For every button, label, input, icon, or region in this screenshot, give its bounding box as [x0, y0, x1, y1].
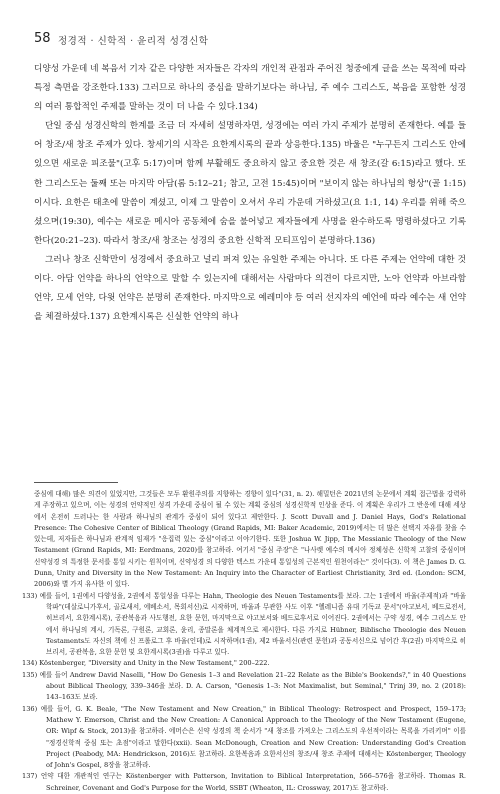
footnote-number: 137): [22, 772, 38, 781]
footnote-number: 136): [22, 704, 38, 713]
paragraph: 단일 중심 성경신학의 한계를 조금 더 자세히 설명하자면, 성경에는 여러 가지 주제가 분명히 존재한다. 예를 들어 창조/새 창조 주제가 있다. 창세기의 시작은 요한계시록의 끝과 상응한다.135) 바울은 "누구든지 그리스도 안에 있으면 새로운 피조물"(고후 5:17)이며 함께 부활해도 중요하지 않고 중요한 것은 새 창조(갈 6:15)라고 했다. 또한 그리스도는 둘째 또는 마지막 아담(롬 5:12–21; 참고, 고전 15:45)이며 "보이지 않는 하나님의 형상"(골 1:15)이시다. 요한은 태초에 말씀이 계셨고, 이제 그 말씀이 오셔서 우리 가운데 거하셨고(요 1:1, 14) 우리를 위해 죽으셨으며(19:30), 예수는 새로운 메시아 공동체에 숨을 불어넣고 제자들에게 사명을 완수하도록 명령하셨다고 기록한다(20:21–23). 따라서 창조/새 창조는 성경의 중요한 신학적 모티프임이 분명하다.136): [34, 121, 466, 246]
page-header: [34, 31, 474, 51]
footnote-text: 예를 들어 Andrew David Naselli, "How Do Genesis 1–3 and Revelation 21–22 Relate as the Bible's Bookends?," in 40 Questions about Biblical Theology, 339–346을 보라. D. A. Carson, "Genesis 1–3: Not Maximalist, but Seminal," Trinj 39, no. 2 (2018): 143–163도 보라.: [39, 670, 466, 702]
paragraph: 그러나 창조 신학만이 성경에서 중요하고 널리 퍼져 있는 유일한 주제는 아니다. 또 다른 주제는 언약에 대한 것이다. 아담 언약을 하나의 언약으로 말할 수 있는지에 대해서는 사람마다 의견이 다르지만, 노아 언약과 아브라함 언약, 모세 언약, 다윗 언약은 분명히 존재한다. 마지막으로 예레미야 등 여러 선지자의 예언에 따라 예수는 새 언약을 체결하셨다.137) 요한계시록은 신실한 언약의 하나: [34, 254, 466, 323]
footnote: [22, 670, 466, 704]
footnote-text: 예를 들어, G. K. Beale, "The New Testament and New Creation," in Biblical Theology: Retrospect and Prospect, 159–173; Mathew Y. Emerson, Christ and the New Creation: A Canonical Approach to the Theology of the New Testament (Eugene, OR: Wipf & Stock, 2013)을 참고하라. 에머슨은 신약 성경의 책 순서가 "새 창조를 가져오는 그리스도의 우선적이라는 목록을 가리키며" 이를 "정경신학적 중심 또는 초점"이라고 말한다(xxii). Sean McDonough, Creation and New Creation: Understanding God's Creation Project (Peabody, MA: Hendrickson, 2016)도 참고하라. 요한복음과 요한서신의 창조/새 창조 주제에 대해서는 Köstenberger, Theology of John's Gospel, 8장을 참고하라.: [40, 704, 466, 770]
footnotes: [22, 489, 466, 794]
footnote-text: 예를 들어, 1권에서 다양성을, 2권에서 통일성을 다루는 Hahn, Theologie des Neuen Testaments를 보라. 그는 1권에서 바울(주제적)과 "바울 학파"(데살로니가후서, 골로새서, 에베소서, 목회서신)로 시작하며, 바울과 무관한 사도 이후 "헬레니즘 유대 기독교 문서"(야고보서, 베드로전서, 히브리서, 요한계시록), 공관복음과 사도행전, 요한 문헌, 마지막으로 야고보서와 베드로후서로 이어진다. 2권에서는 구약 성경, 예수 그리스도 안에서 하나님의 계시, 기독론, 구원론, 교회론, 윤리, 종말론을 체계적으로 제시한다. 다른 가지로 Hübner, Biblische Theologie des Neuen Testaments도 자신의 책에 신 프롤로그 후 바울(인데)로 시작하며(1권), 제2 바울서신(관련 문헌)과 공동서신으로 넘어간 후(2권) 마지막으로 히브리서, 공관복음, 요한 문헌 및 요한계시록(3권)을 다루고 있다.: [39, 591, 466, 657]
footnote-text: 언약 대한 개관적인 연구는 Köstenberger with Patterson, Invitation to Biblical Interpretation, 566–576을 참고하라. Thomas R. Schreiner, Covenant and God's Purpose for the World, SSBT (Wheaton, IL: Crossway, 2017)도 참고하라.: [40, 772, 466, 792]
footnote: [22, 704, 466, 772]
footnote-divider: [34, 482, 118, 483]
running-title: 정경적 · 신학적 · 윤리적 성경신학: [58, 36, 209, 47]
body-text: [34, 60, 466, 327]
footnote: [22, 591, 466, 659]
footnote: [22, 771, 466, 794]
footnote-number: 133): [22, 591, 38, 600]
footnote: [22, 658, 466, 669]
page-number: 58: [34, 31, 51, 46]
paragraph: 디양성 가운데 네 복음서 기자 같은 다양한 저자들은 각자의 개인적 관점과 주어진 청중에게 글을 쓰는 목적에 따라 특정 측면을 강조한다.133) 그러므로 하나의 중심을 말하기보다는 하나님, 주 예수 그리스도, 복음을 포함한 성경의 여러 통합적인 주제를 말하는 것이 더 나을 수 있다.134): [34, 64, 466, 113]
footnote-number: 134): [22, 659, 38, 668]
footnote-text: Köstenberger, "Diversity and Unity in the New Testament," 200–222.: [39, 659, 270, 668]
footnote-number: 135): [22, 670, 38, 679]
footnote-continued: 중심에 대해) 많은 의견이 있었지만, 그것들은 모두 환원주의를 지향하는 경향이 있다"(31, n. 2). 해밀턴은 2021년의 논문에서 계획 접근법을 강력하게 주장하고 있으며, 이는 성경의 언약적인 성격 가운데 중심이 될 수 있는 계획 중심의 성경신학적 인상을 준다. 이 계획은 우리가 그 반응에 대해 세상에서 온전히 드러나는 한 사람과 하나님의 관계가 중심이 되어 있다고 제안한다. J. Scott Duvall and J. Daniel Hays, God's Relational Presence: The Cohesive Center of Biblical Theology (Grand Rapids, MI: Baker Academic, 2019)에서는 더 많은 선택지 자유를 찾을 수 있는데, 저자들은 하나님과 관계적 임재가 "응집력 있는 중심"이라고 이야기한다. 또한 Joshua W. Jipp, The Messianic Theology of the New Testament (Grand Rapids, MI: Eerdmans, 2020)를 참고하라. 여기서 "중심 주장"은 "나사렛 예수의 메시아 정체성은 신학적 고찰의 중심이며 신약성경 의 특정한 문서를 통일 시키는 원칙이며, 신약성경 의 다양한 텍스트 가운데 통일성의 근본적인 원천이라는" 것이다(3). 이 책은 James D. G. Dunn, Unity and Diversity in the New Testament: An Inquiry into the Character of Earliest Christianity, 3rd ed. (London: SCM, 2006)와 별 가지 유사한 이 있다.: [34, 490, 466, 589]
